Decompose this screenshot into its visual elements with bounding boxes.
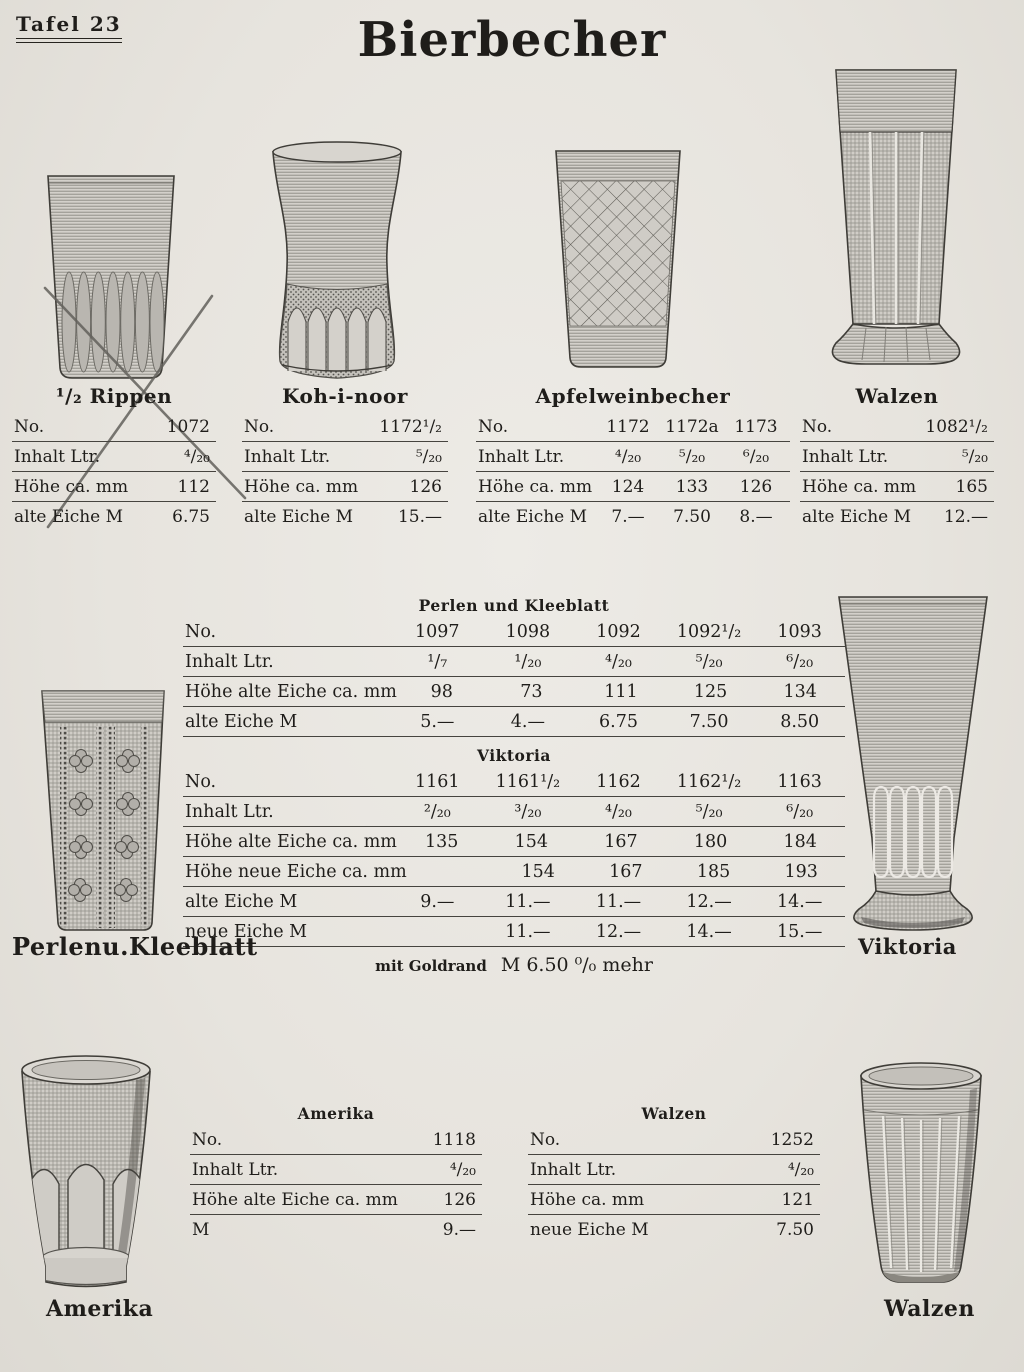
table-row <box>12 442 216 472</box>
row-value: 1162 <box>596 772 641 792</box>
product-caption: ¹/₂ Rippen <box>55 384 173 408</box>
row-value: 8.50 <box>780 712 820 732</box>
row-value: 165 <box>955 477 988 497</box>
row-value: 12.— <box>686 892 732 912</box>
table-row <box>12 412 216 442</box>
row-value: 154 <box>514 832 549 852</box>
table-row <box>528 1185 820 1215</box>
row-value: 14.— <box>777 892 823 912</box>
table-row <box>190 1215 482 1244</box>
table-row <box>183 647 845 677</box>
table-row <box>800 442 994 472</box>
row-label: Höhe ca. mm <box>802 477 917 497</box>
row-value: 11.— <box>505 922 551 942</box>
row-value: 5.— <box>420 712 455 732</box>
row-label: Höhe alte Eiche ca. mm <box>192 1190 398 1210</box>
caption-amerika: Amerika <box>46 1296 154 1322</box>
product-caption: Apfelweinbecher <box>535 384 731 408</box>
row-value: ⁶/₂₀ <box>786 652 814 672</box>
row-value: 134 <box>783 682 817 702</box>
row-value: 15.— <box>397 507 442 527</box>
row-value: 1093 <box>777 622 822 642</box>
product-caption: Walzen <box>855 384 939 408</box>
row-label: Höhe ca. mm <box>478 477 593 497</box>
row-value: 15.— <box>777 922 823 942</box>
table-row <box>800 472 994 502</box>
row-value: ⁵/₂₀ <box>695 652 723 672</box>
row-label: Höhe ca. mm <box>14 477 129 497</box>
row-label: Inhalt Ltr. <box>185 652 274 672</box>
row-label: No. <box>802 417 833 437</box>
table-row <box>242 412 448 442</box>
row-value: 125 <box>693 682 728 702</box>
table-apfelweinbecher <box>476 384 790 531</box>
apfelweinbecher-glass-illustration <box>543 143 693 375</box>
row-value: 167 <box>604 832 638 852</box>
table-row <box>190 1185 482 1215</box>
row-value: ³/₂₀ <box>514 802 542 822</box>
goldrand-note-prefix: mit Goldrand <box>375 957 487 975</box>
row-value: ⁵/₂₀ <box>678 447 706 467</box>
table-row <box>242 472 448 502</box>
row-value: 12.— <box>943 507 988 527</box>
row-label: Inhalt Ltr. <box>185 802 274 822</box>
amerika-glass-illustration <box>8 1052 163 1292</box>
row-value: 1097 <box>415 622 460 642</box>
row-value: 11.— <box>505 892 551 912</box>
table-perlen-und-kleeblatt <box>183 596 845 976</box>
row-value: 7.50 <box>776 1220 814 1240</box>
table-row <box>183 707 845 737</box>
table-row <box>528 1155 820 1185</box>
row-label: neue Eiche M <box>530 1220 649 1240</box>
row-value: 167 <box>609 862 643 882</box>
row-value: ⁴/₂₀ <box>605 802 632 822</box>
row-value: 185 <box>696 862 731 882</box>
koh-i-noor-glass-illustration <box>262 138 412 384</box>
row-value: ⁴/₂₀ <box>183 447 210 467</box>
table-row <box>190 1155 482 1185</box>
table-walzen-bottom <box>528 1104 820 1244</box>
table-title: Amerika <box>297 1104 375 1123</box>
row-label: Höhe alte Eiche ca. mm <box>185 832 397 852</box>
table-row <box>476 472 790 502</box>
row-value: 1161 <box>415 772 460 792</box>
row-value: 1082¹/₂ <box>925 417 988 437</box>
row-label: Inhalt Ltr. <box>244 447 331 467</box>
row-value: 193 <box>784 862 818 882</box>
walzen-footed-glass-illustration <box>826 66 966 378</box>
row-label: alte Eiche M <box>185 712 298 732</box>
table-row <box>183 797 845 827</box>
table-row <box>183 767 845 797</box>
row-label: Höhe ca. mm <box>244 477 359 497</box>
plate-label-text: Tafel 23 <box>16 12 122 39</box>
table-row <box>183 887 845 917</box>
table-koh-i-noor <box>242 384 448 531</box>
table-row <box>476 412 790 442</box>
table-title: Viktoria <box>477 746 551 765</box>
row-label: No. <box>530 1130 561 1150</box>
row-value: 6.75 <box>599 712 638 732</box>
perlen-und-kleeblatt-glass-illustration <box>28 686 178 936</box>
table-title: Walzen <box>641 1104 707 1123</box>
row-value: 1098 <box>505 622 551 642</box>
table-amerika <box>190 1104 482 1244</box>
row-label: neue Eiche M <box>185 922 308 942</box>
table-row <box>528 1215 820 1244</box>
row-label: Inhalt Ltr. <box>192 1160 279 1180</box>
table-row <box>476 502 790 531</box>
product-caption: Koh-i-noor <box>282 384 408 408</box>
row-value: ⁴/₂₀ <box>614 447 642 467</box>
row-label: Inhalt Ltr. <box>530 1160 617 1180</box>
row-label: No. <box>185 772 217 792</box>
table-title: Perlen und Kleeblatt <box>418 596 610 615</box>
row-value: 4.— <box>510 712 545 732</box>
table-row <box>242 502 448 531</box>
row-value: ⁴/₂₀ <box>605 652 632 672</box>
row-value: 6.75 <box>172 507 210 527</box>
row-value: 1173 <box>734 417 778 437</box>
row-value: 1118 <box>432 1130 476 1150</box>
row-value: 121 <box>781 1190 814 1210</box>
table-row <box>183 827 845 857</box>
row-value: 1092 <box>596 622 641 642</box>
row-label: alte Eiche M <box>14 507 124 527</box>
row-label: No. <box>14 417 45 437</box>
goldrand-note <box>183 954 845 976</box>
row-value: 7.50 <box>673 507 711 527</box>
row-value: 1172a <box>665 417 719 437</box>
row-value: ⁴/₂₀ <box>787 1160 814 1180</box>
row-value: ²/₂₀ <box>423 802 451 822</box>
row-label: Inhalt Ltr. <box>478 447 565 467</box>
row-value: ⁵/₂₀ <box>415 447 442 467</box>
row-label: No. <box>185 622 217 642</box>
row-value: 126 <box>409 477 442 497</box>
table-row <box>183 677 845 707</box>
row-value: 1163 <box>777 772 822 792</box>
row-value: 1161¹/₂ <box>495 772 561 792</box>
table-row <box>183 917 845 947</box>
row-value: ⁶/₂₀ <box>786 802 814 822</box>
row-label: alte Eiche M <box>185 892 298 912</box>
row-value: 1092¹/₂ <box>676 622 742 642</box>
row-value: 126 <box>739 477 773 497</box>
row-value: 98 <box>430 682 453 702</box>
row-value: 9.— <box>442 1220 476 1240</box>
row-value: 12.— <box>595 922 642 942</box>
row-value: 9.— <box>420 892 455 912</box>
row-value: 111 <box>604 682 638 702</box>
row-value: 1162¹/₂ <box>676 772 742 792</box>
row-value: ⁴/₂₀ <box>449 1160 476 1180</box>
row-value: ¹/₂₀ <box>514 652 542 672</box>
table-row <box>190 1125 482 1155</box>
caption-viktoria: Viktoria <box>858 934 957 959</box>
row-label: alte Eiche M <box>244 507 354 527</box>
row-value: 184 <box>783 832 817 852</box>
table-halb-rippen <box>12 384 216 531</box>
table-row <box>800 412 994 442</box>
walzen-tumbler-glass-illustration <box>850 1060 992 1300</box>
row-label: No. <box>192 1130 223 1150</box>
row-label: Inhalt Ltr. <box>802 447 889 467</box>
row-value: 1072 <box>166 417 210 437</box>
row-value: ¹/₇ <box>427 652 448 672</box>
row-value: 180 <box>693 832 728 852</box>
table-row <box>12 472 216 502</box>
row-value: 14.— <box>686 922 732 942</box>
row-label: No. <box>244 417 275 437</box>
row-value: 7.50 <box>689 712 729 732</box>
row-value: 124 <box>611 477 645 497</box>
row-label: No. <box>478 417 509 437</box>
row-value: ⁵/₂₀ <box>695 802 723 822</box>
table-row <box>476 442 790 472</box>
row-value: 1252 <box>770 1130 814 1150</box>
row-value: ⁵/₂₀ <box>961 447 988 467</box>
row-value: ⁶/₂₀ <box>742 447 770 467</box>
row-label: M <box>192 1220 210 1240</box>
row-label: Höhe neue Eiche ca. mm <box>185 862 407 882</box>
row-value: 8.— <box>739 507 773 527</box>
table-row <box>800 502 994 531</box>
row-value: 133 <box>675 477 709 497</box>
row-label: alte Eiche M <box>802 507 912 527</box>
table-row <box>528 1125 820 1155</box>
row-value: 1172 <box>606 417 650 437</box>
row-value: 154 <box>521 862 555 882</box>
row-value: 1172¹/₂ <box>379 417 442 437</box>
row-label: Höhe ca. mm <box>530 1190 645 1210</box>
row-label: Inhalt Ltr. <box>14 447 101 467</box>
page-title: Bierbecher <box>357 12 667 68</box>
row-value: 135 <box>425 832 459 852</box>
caption-perlen-und-kleeblatt: Perlenu.Kleeblatt <box>12 932 258 961</box>
row-value: 11.— <box>595 892 642 912</box>
row-value: 112 <box>177 477 210 497</box>
viktoria-glass-illustration <box>833 593 993 933</box>
row-label: alte Eiche M <box>478 507 588 527</box>
row-value: 73 <box>520 682 543 702</box>
caption-walzen-bottom: Walzen <box>884 1296 975 1322</box>
row-value: 126 <box>443 1190 476 1210</box>
table-row <box>242 442 448 472</box>
table-row <box>183 617 845 647</box>
table-walzen-top <box>800 384 994 531</box>
table-row <box>12 502 216 531</box>
table-row <box>183 857 845 887</box>
row-label: Höhe alte Eiche ca. mm <box>185 682 397 702</box>
row-value: 7.— <box>611 507 645 527</box>
goldrand-note-text: M 6.50 ⁰/₀ mehr <box>500 954 653 976</box>
